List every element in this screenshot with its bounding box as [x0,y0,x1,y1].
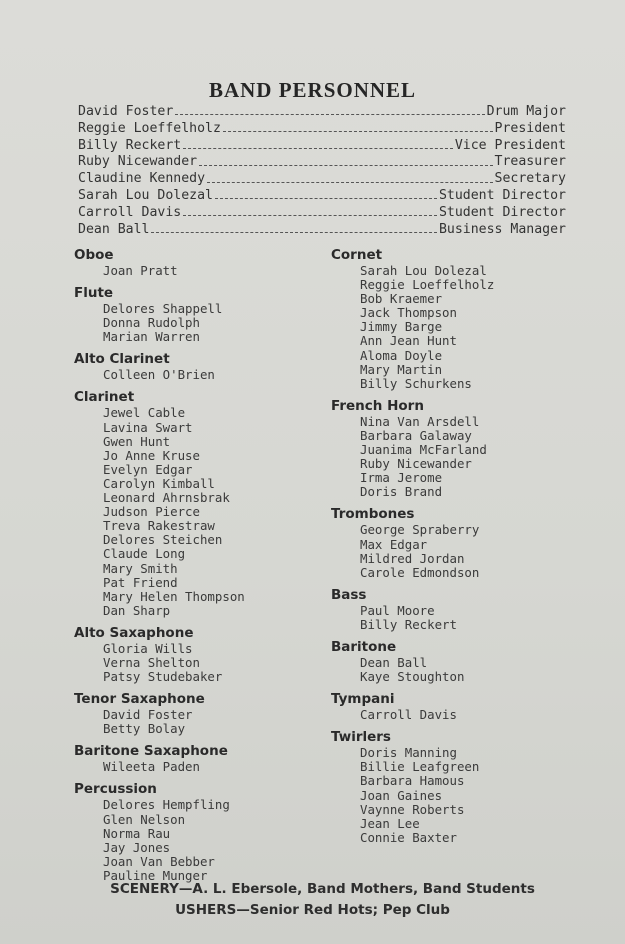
officer-name: Reggie Loeffelholz [78,120,221,136]
member-name: Doris Brand [360,484,443,500]
instrument-section [331,728,571,845]
member-name: Mary Helen Thompson [103,588,245,604]
member-name: Donna Rudolph [103,315,200,331]
section-heading: Tympani [331,691,395,708]
member-name: Mildred Jordan [360,550,465,566]
member-name: David Foster [103,707,193,723]
member-name: Reggie Loeffelholz [360,277,495,293]
member-name: Pat Friend [103,574,178,590]
member-name: Leonard Ahrnsbrak [103,490,230,506]
member-name: Jewel Cable [103,405,186,421]
left-column [74,246,314,889]
officer-role: Student Director [438,187,566,203]
section-heading: Alto Clarinet [74,351,170,368]
member-name: Evelyn Edgar [103,461,193,477]
member-name: Treva Rakestraw [103,518,215,534]
member-name: Vaynne Roberts [360,801,465,817]
member-name: Glen Nelson [103,811,186,827]
officer-name: Ruby Nicewander [78,154,198,170]
instrument-section [331,246,571,391]
section-heading: Trombones [331,506,415,523]
member-name: Billy Schurkens [360,375,472,391]
instrument-section [331,397,571,500]
leader-dots [183,147,453,149]
instrument-section [74,624,314,684]
member-name: Connie Baxter [360,829,457,845]
member-name: Nina Van Arsdell [360,413,480,429]
officer-row [78,121,566,138]
member-name: Barbara Hamous [360,773,465,789]
member-name: Carolyn Kimball [103,475,215,491]
officer-role: Student Director [438,204,566,220]
member-name: Barbara Galaway [360,427,472,443]
officer-row [78,104,566,121]
member-name: Jimmy Barge [360,319,443,335]
member-name: Gwen Hunt [103,433,171,449]
member-name: Aloma Doyle [360,347,443,363]
member-name: Billie Leafgreen [360,759,480,775]
member-name: Jack Thompson [360,305,457,321]
member-name: Patsy Studebaker [103,669,223,685]
officer-name: Dean Ball [78,221,150,237]
section-heading: Bass [331,586,367,603]
member-name: Dan Sharp [103,602,171,618]
member-name: Wileeta Paden [103,759,200,775]
officer-role: Business Manager [438,221,566,237]
officer-row [78,171,566,188]
instrument-section [331,690,571,722]
member-name: Norma Rau [103,825,171,841]
instrument-section [74,690,314,736]
officer-name: Carroll Davis [78,204,182,220]
member-name: Carroll Davis [360,707,457,723]
page-title: BAND PERSONNEL [208,78,417,102]
officer-row [78,154,566,171]
member-name: Colleen O'Brien [103,367,215,383]
leader-dots [215,197,437,199]
member-name: Delores Steichen [103,532,223,548]
instrument-section [74,780,314,883]
member-name: Kaye Stoughton [360,669,465,685]
officer-name: Sarah Lou Dolezal [78,187,213,203]
member-name: Irma Jerome [360,470,443,486]
officers-list [78,104,566,238]
member-name: Dean Ball [360,654,428,670]
section-heading: Oboe [74,247,114,263]
officer-name: Billy Reckert [78,137,182,153]
officer-name: Claudine Kennedy [78,171,206,187]
section-heading: Tenor Saxaphone [74,691,205,708]
section-heading: Twirlers [331,729,391,746]
section-heading: Baritone Saxaphone [74,743,228,760]
section-heading: Cornet [331,247,383,263]
member-name: Mary Martin [360,361,443,377]
instrument-section [331,505,571,579]
leader-dots [175,113,484,115]
member-name: Jean Lee [360,815,420,831]
officer-role: Vice President [454,137,566,153]
instrument-section [331,586,571,632]
section-heading: Baritone [331,638,397,655]
section-heading: Percussion [74,781,157,798]
member-name: Ruby Nicewander [360,456,472,472]
instrument-section [74,284,314,344]
member-name: Delores Hempfling [103,797,230,813]
member-name: Juanima McFarland [360,442,487,458]
member-name: Doris Manning [360,745,457,761]
member-name: Jay Jones [103,839,171,855]
instrument-section [74,350,314,382]
member-name: Marian Warren [103,329,200,345]
leader-dots [223,130,493,132]
member-name: Bob Kraemer [360,291,443,307]
member-name: Paul Moore [360,602,435,618]
member-name: Carole Edmondson [360,564,480,580]
section-heading: French Horn [331,397,424,414]
officer-role: Drum Major [486,104,566,119]
officer-row [78,188,566,205]
member-name: Max Edgar [360,536,428,552]
instrument-section [74,742,314,774]
member-name: Claude Long [103,546,186,562]
member-name: Joan Pratt [103,263,178,278]
member-name: Billy Reckert [360,616,457,632]
leader-dots [151,231,436,233]
section-heading: Alto Saxaphone [74,624,194,641]
member-name: Mary Smith [103,560,178,576]
member-name: Betty Bolay [103,721,186,737]
member-name: Gloria Wills [103,640,193,656]
officer-role: Treasurer [494,154,566,170]
officer-role: President [494,120,566,136]
section-heading: Flute [74,285,114,302]
leader-dots [199,164,492,166]
member-name: George Spraberry [360,522,480,538]
instrument-section [331,638,571,684]
officer-role: Secretary [494,171,566,187]
member-name: Verna Shelton [103,654,200,670]
scenery-credit: SCENERY—A. L. Ebersole, Band Mothers, Band Students [110,881,535,897]
member-name: Lavina Swart [103,419,193,435]
member-name: Judson Pierce [103,504,200,520]
officer-row [78,222,566,239]
member-name: Delores Shappell [103,301,223,317]
leader-dots [207,181,492,183]
right-column [331,246,571,851]
member-name: Jo Anne Kruse [103,447,200,463]
member-name: Joan Van Bebber [103,853,215,869]
member-name: Pauline Munger [103,867,208,883]
officer-row [78,138,566,155]
section-heading: Clarinet [74,389,135,406]
instrument-section [74,388,314,617]
officer-row [78,205,566,222]
instrument-section [74,246,314,278]
ushers-credit: USHERS—Senior Red Hots; Pep Club [175,902,450,918]
member-name: Joan Gaines [360,787,443,803]
officer-name: David Foster [78,104,174,119]
member-name: Ann Jean Hunt [360,333,457,349]
leader-dots [183,214,437,216]
member-name: Sarah Lou Dolezal [360,263,487,278]
